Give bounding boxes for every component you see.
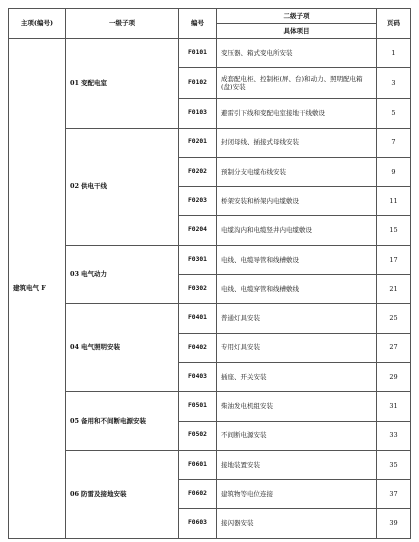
code-cell: F0103	[179, 99, 217, 128]
page-cell: 37	[377, 480, 411, 509]
code-cell: F0602	[179, 480, 217, 509]
level1-cell	[66, 392, 179, 451]
page-cell: 3	[377, 68, 411, 99]
page-cell: 17	[377, 245, 411, 274]
code-cell: F0101	[179, 39, 217, 68]
level1-number: 04	[70, 343, 80, 352]
item-cell: 电缆沟内和电缆竖井内电缆敷设	[217, 216, 377, 245]
page-cell: 1	[377, 39, 411, 68]
main-item-cell: 建筑电气 F	[9, 39, 66, 539]
page-cell: 11	[377, 187, 411, 216]
code-cell: F0502	[179, 421, 217, 450]
page-cell: 5	[377, 99, 411, 128]
page-cell: 39	[377, 509, 411, 538]
level1-cell	[66, 39, 179, 129]
item-cell: 电线、电缆穿管和线槽敷线	[217, 275, 377, 304]
level1-cell	[66, 128, 179, 245]
table-row	[9, 245, 411, 274]
level1-name: 防雷及接地安装	[81, 489, 127, 498]
code-cell: F0302	[179, 275, 217, 304]
table-row	[9, 39, 411, 68]
item-cell: 桥架安装和桥架内电缆敷设	[217, 187, 377, 216]
item-cell: 插座、开关安装	[217, 362, 377, 391]
header-row	[9, 9, 411, 24]
table-row	[9, 392, 411, 421]
page-cell: 25	[377, 304, 411, 333]
item-cell: 普通灯具安装	[217, 304, 377, 333]
code-cell: F0204	[179, 216, 217, 245]
level1-number: 06	[70, 489, 80, 498]
page-cell: 15	[377, 216, 411, 245]
table-row	[9, 304, 411, 333]
level1-number: 01	[70, 78, 80, 87]
level1-name: 变配电室	[81, 78, 108, 87]
code-cell: F0201	[179, 128, 217, 157]
header-level2: 二级子项	[217, 9, 377, 24]
code-cell: F0301	[179, 245, 217, 274]
level1-cell	[66, 304, 179, 392]
header-level2-sub: 具体项目	[217, 24, 377, 39]
header-level1: 一级子项	[66, 9, 179, 39]
level1-name: 电气照明安装	[81, 343, 121, 352]
code-cell: F0401	[179, 304, 217, 333]
page-cell: 9	[377, 157, 411, 186]
header-main: 主项(编号)	[9, 9, 66, 39]
code-cell: F0402	[179, 333, 217, 362]
item-cell: 柴油发电机组安装	[217, 392, 377, 421]
item-cell: 封闭母线、插接式母线安装	[217, 128, 377, 157]
page-cell: 31	[377, 392, 411, 421]
page-cell: 27	[377, 333, 411, 362]
code-cell: F0403	[179, 362, 217, 391]
table-row	[9, 450, 411, 479]
header-code: 编号	[179, 9, 217, 39]
code-cell: F0501	[179, 392, 217, 421]
level1-number: 02	[70, 182, 80, 191]
page-cell: 29	[377, 362, 411, 391]
level1-cell	[66, 450, 179, 538]
item-cell: 不间断电源安装	[217, 421, 377, 450]
code-cell: F0203	[179, 187, 217, 216]
item-cell: 接闪器安装	[217, 509, 377, 538]
code-cell: F0102	[179, 68, 217, 99]
page-cell: 21	[377, 275, 411, 304]
code-cell: F0202	[179, 157, 217, 186]
item-cell: 变压器、箱式变电所安装	[217, 39, 377, 68]
item-cell: 预制分支电缆布线安装	[217, 157, 377, 186]
code-cell: F0603	[179, 509, 217, 538]
level1-cell	[66, 245, 179, 304]
item-cell: 接地装置安装	[217, 450, 377, 479]
item-cell: 专用灯具安装	[217, 333, 377, 362]
page-cell: 35	[377, 450, 411, 479]
item-cell: 成套配电柜、控制柜(屏、台)和动力、照明配电箱(盘)安装	[217, 68, 377, 99]
item-cell: 建筑物等电位连接	[217, 480, 377, 509]
page-cell: 7	[377, 128, 411, 157]
level1-name: 供电干线	[81, 182, 108, 191]
level1-name: 电气动力	[81, 270, 108, 279]
level1-number: 05	[70, 416, 80, 425]
code-cell: F0601	[179, 450, 217, 479]
level1-number: 03	[70, 270, 80, 279]
level1-name: 备用和不间断电源安装	[81, 416, 147, 425]
item-cell: 避雷引下线和变配电室接地干线敷设	[217, 99, 377, 128]
page-cell: 33	[377, 421, 411, 450]
header-page: 页码	[377, 9, 411, 39]
item-cell: 电线、电缆导管和线槽敷设	[217, 245, 377, 274]
table-row	[9, 128, 411, 157]
index-table	[8, 8, 411, 539]
